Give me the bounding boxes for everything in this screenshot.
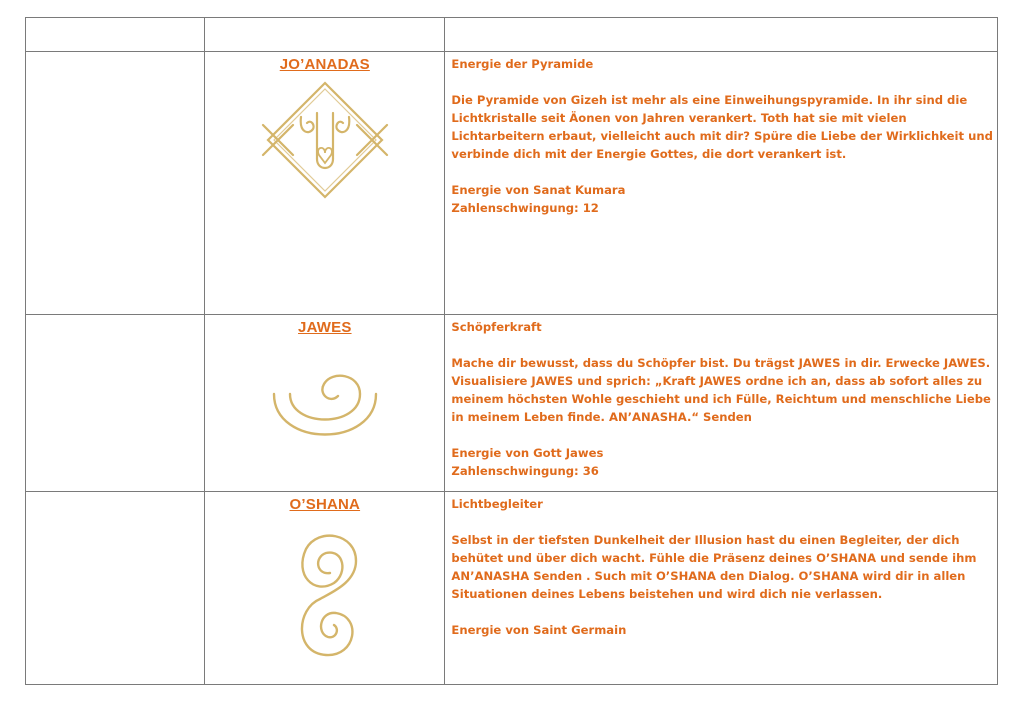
description-body: Mache dir bewusst, dass du Schöpfer bist. Du trägst JAWES in dir. Erwecke JAWES. Visualisiere JAWES und sprich: „Kraft JAWES ordne ich an, dass ab sofort alles zu meinem höchsten Wohle geschieht und ich Fülle, Reichtum und menschliche Liebe in meinem Leben finde. AN’ANASHA.“ Senden	[451, 356, 991, 425]
energy-source: Energie von Gott Jawes	[451, 446, 604, 461]
table-row	[26, 491, 998, 684]
symbol-cell	[205, 52, 445, 315]
header-cell-2	[205, 18, 445, 52]
energy-source: Energie von Saint Germain	[451, 622, 627, 637]
symbol-name: JAWES	[298, 319, 352, 337]
symbol-cell	[205, 315, 445, 491]
number-vibration: Zahlenschwingung: 36	[451, 464, 599, 479]
table-row	[26, 52, 998, 315]
table-row	[26, 315, 998, 491]
description-title: Schöpferkraft	[451, 320, 542, 335]
double-spiral-symbol-icon	[270, 513, 380, 673]
energy-source: Energie von Sanat Kumara	[451, 183, 626, 198]
description-cell	[445, 52, 998, 315]
description-cell	[445, 491, 998, 684]
diamond-crossed-symbol-icon	[255, 73, 395, 223]
empty-cell	[26, 491, 205, 684]
description-title: Lichtbegleiter	[451, 496, 543, 511]
symbol-name: O’SHANA	[289, 495, 361, 513]
number-vibration: Zahlenschwingung: 12	[451, 201, 599, 216]
empty-cell	[26, 315, 205, 491]
arc-spiral-symbol-icon	[260, 336, 390, 466]
header-row	[26, 18, 998, 52]
description-body: Die Pyramide von Gizeh ist mehr als eine Einweihungspyramide. In ihr sind die Lichtkristalle seit Äonen von Jahren verankert. Toth hat sie mit vielen Lichtarbeitern erbaut, vielleicht auch mit dir? Spüre die Liebe der Wirklichkeit und verbinde dich mit der Energie Gottes, die dort verankert ist.	[451, 93, 993, 162]
header-cell-1	[26, 18, 205, 52]
symbol-cell	[205, 491, 445, 684]
empty-cell	[26, 52, 205, 315]
symbol-table	[25, 17, 998, 685]
description-title: Energie der Pyramide	[451, 57, 594, 72]
symbol-name: JO’ANADAS	[279, 56, 370, 74]
header-cell-3	[445, 18, 998, 52]
description-body: Selbst in der tiefsten Dunkelheit der Illusion hast du einen Begleiter, der dich behütet und über dich wacht. Fühle die Präsenz deines O’SHANA und sende ihm AN’ANASHA Senden . Such mit O’SHANA den Dialog. O’SHANA wird dir in allen Situationen deines Lebens beistehen und wird dich nie verlassen.	[451, 532, 977, 601]
description-cell	[445, 315, 998, 491]
